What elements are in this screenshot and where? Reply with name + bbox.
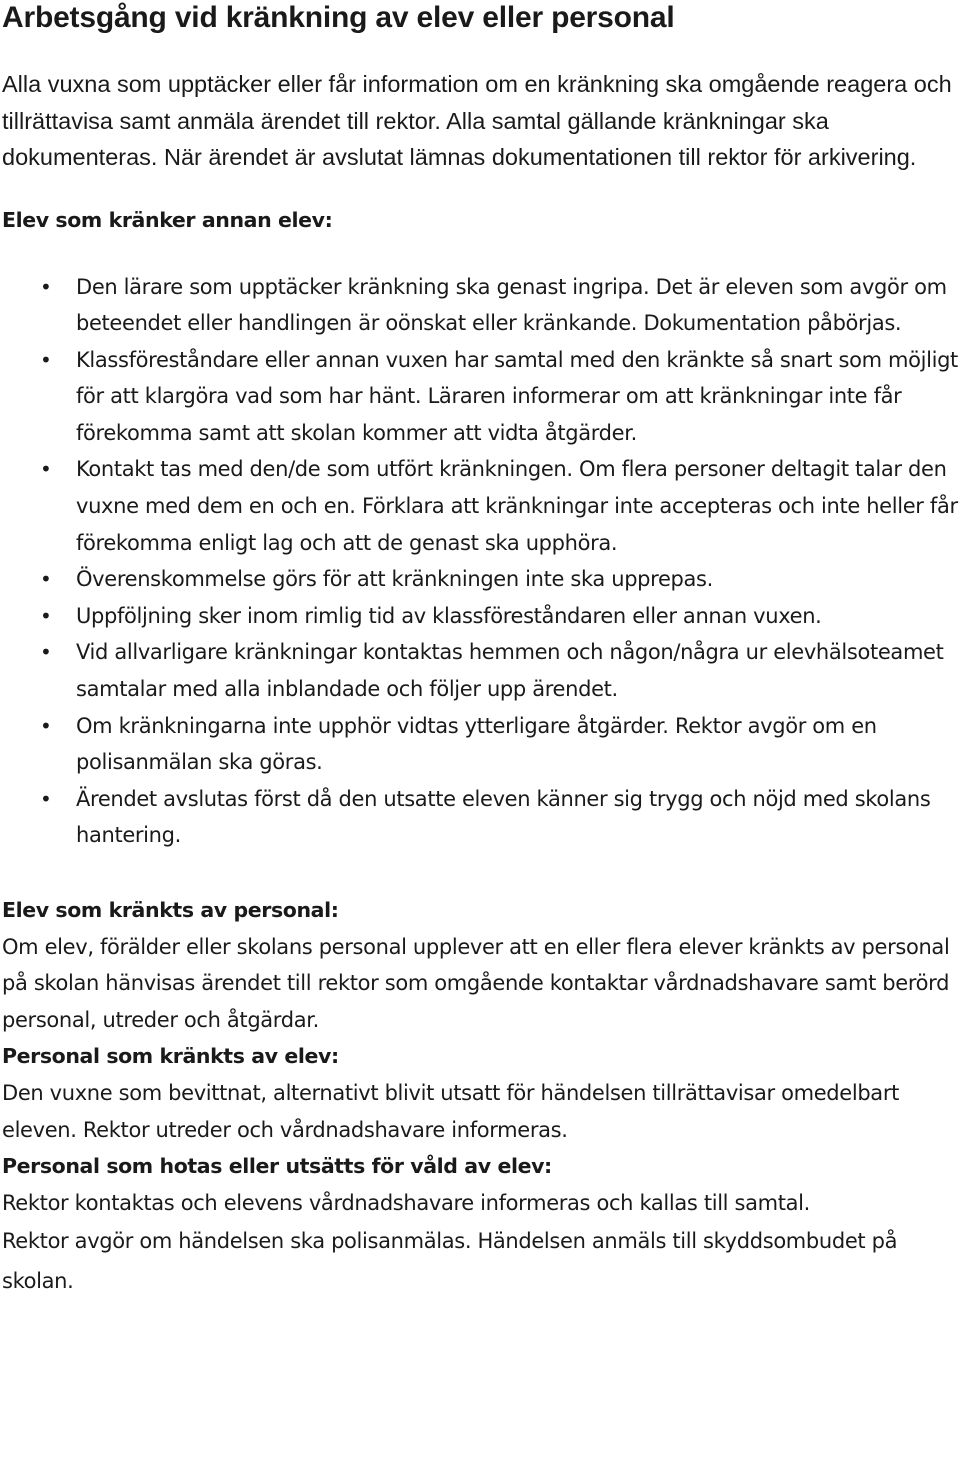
list-item-text: Uppföljning sker inom rimlig tid av klassföreståndaren eller annan vuxen. xyxy=(76,603,822,628)
intro-paragraph: Alla vuxna som upptäcker eller får information om en kränkning ska omgående reagera och tillrättavisa samt anmäla ärendet till rektor. Alla samtal gällande kränkningar ska dokumenteras. När ärendet är avslutat lämnas dokumentationen till rektor för arkivering. xyxy=(2,71,952,170)
list-item xyxy=(2,708,960,781)
list-item xyxy=(2,781,960,854)
section-text-personal-krankts-av-elev: Den vuxne som bevittnat, alternativt blivit utsatt för händelsen tillrättavisar omedelbart eleven. Rektor utreder och vårdnadshavare informeras. xyxy=(2,1080,899,1142)
bullet-icon: • xyxy=(40,457,52,482)
list-item xyxy=(2,561,960,598)
list-item xyxy=(2,598,960,635)
document-title: Arbetsgång vid kränkning av elev eller personal xyxy=(2,1,675,34)
list-item-text: Kontakt tas med den/de som utfört kränkningen. Om flera personer deltagit talar den vuxne med dem en och en. Förklara att kränkningar inte accepteras och inte heller får förekomma enligt lag och att de genast ska upphöra. xyxy=(76,457,958,555)
section-text-elev-krankts-av-personal: Om elev, förälder eller skolans personal upplever att en eller flera elever kränkts av personal på skolan hänvisas ärendet till rektor som omgående kontaktar vårdnadshavare samt berörd personal, utreder och åtgärdar. xyxy=(2,934,950,1032)
list-item xyxy=(2,451,960,561)
list-item-text: Klassföreståndare eller annan vuxen har samtal med den kränkte så snart som möjligt för att klargöra vad som har hänt. Läraren informerar om att kränkningar inte får förekomma samt att skolan kommer att vidta åtgärder. xyxy=(76,347,958,445)
action-list xyxy=(2,269,960,855)
list-item xyxy=(2,634,960,707)
bullet-icon: • xyxy=(40,347,52,372)
list-item xyxy=(2,269,960,342)
list-item xyxy=(2,342,960,452)
section-heading-elev-kranker: Elev som kränker annan elev: xyxy=(2,207,333,232)
section-text-personal-hotas-1: Rektor kontaktas och elevens vårdnadshavare informeras och kallas till samtal. xyxy=(2,1190,810,1215)
bullet-icon: • xyxy=(40,786,52,811)
list-item-text: Överenskommelse görs för att kränkningen inte ska upprepas. xyxy=(76,567,713,592)
bullet-icon: • xyxy=(40,603,52,628)
bullet-icon: • xyxy=(40,274,52,299)
section-text-personal-hotas-2: Rektor avgör om händelsen ska polisanmälas. Händelsen anmäls till skyddsombudet på skolan. xyxy=(2,1229,898,1294)
bullet-icon: • xyxy=(40,567,52,592)
list-item-text: Om kränkningarna inte upphör vidtas ytterligare åtgärder. Rektor avgör om en polisanmälan ska göras. xyxy=(76,713,877,775)
section-heading-personal-hotas: Personal som hotas eller utsätts för våld av elev: xyxy=(2,1154,552,1179)
bullet-icon: • xyxy=(40,713,52,738)
list-item-text: Den lärare som upptäcker kränkning ska genast ingripa. Det är eleven som avgör om beteendet eller handlingen är oönskat eller kränkande. Dokumentation påbörjas. xyxy=(76,274,947,336)
section-heading-personal-krankts-av-elev: Personal som kränkts av elev: xyxy=(2,1044,339,1069)
list-item-text: Vid allvarligare kränkningar kontaktas hemmen och någon/några ur elevhälsoteamet samtalar med alla inblandade och följer upp ärendet. xyxy=(76,640,944,702)
list-item-text: Ärendet avslutas först då den utsatte eleven känner sig trygg och nöjd med skolans hantering. xyxy=(76,786,931,848)
bullet-icon: • xyxy=(40,640,52,665)
section-heading-elev-krankts-av-personal: Elev som kränkts av personal: xyxy=(2,898,339,922)
